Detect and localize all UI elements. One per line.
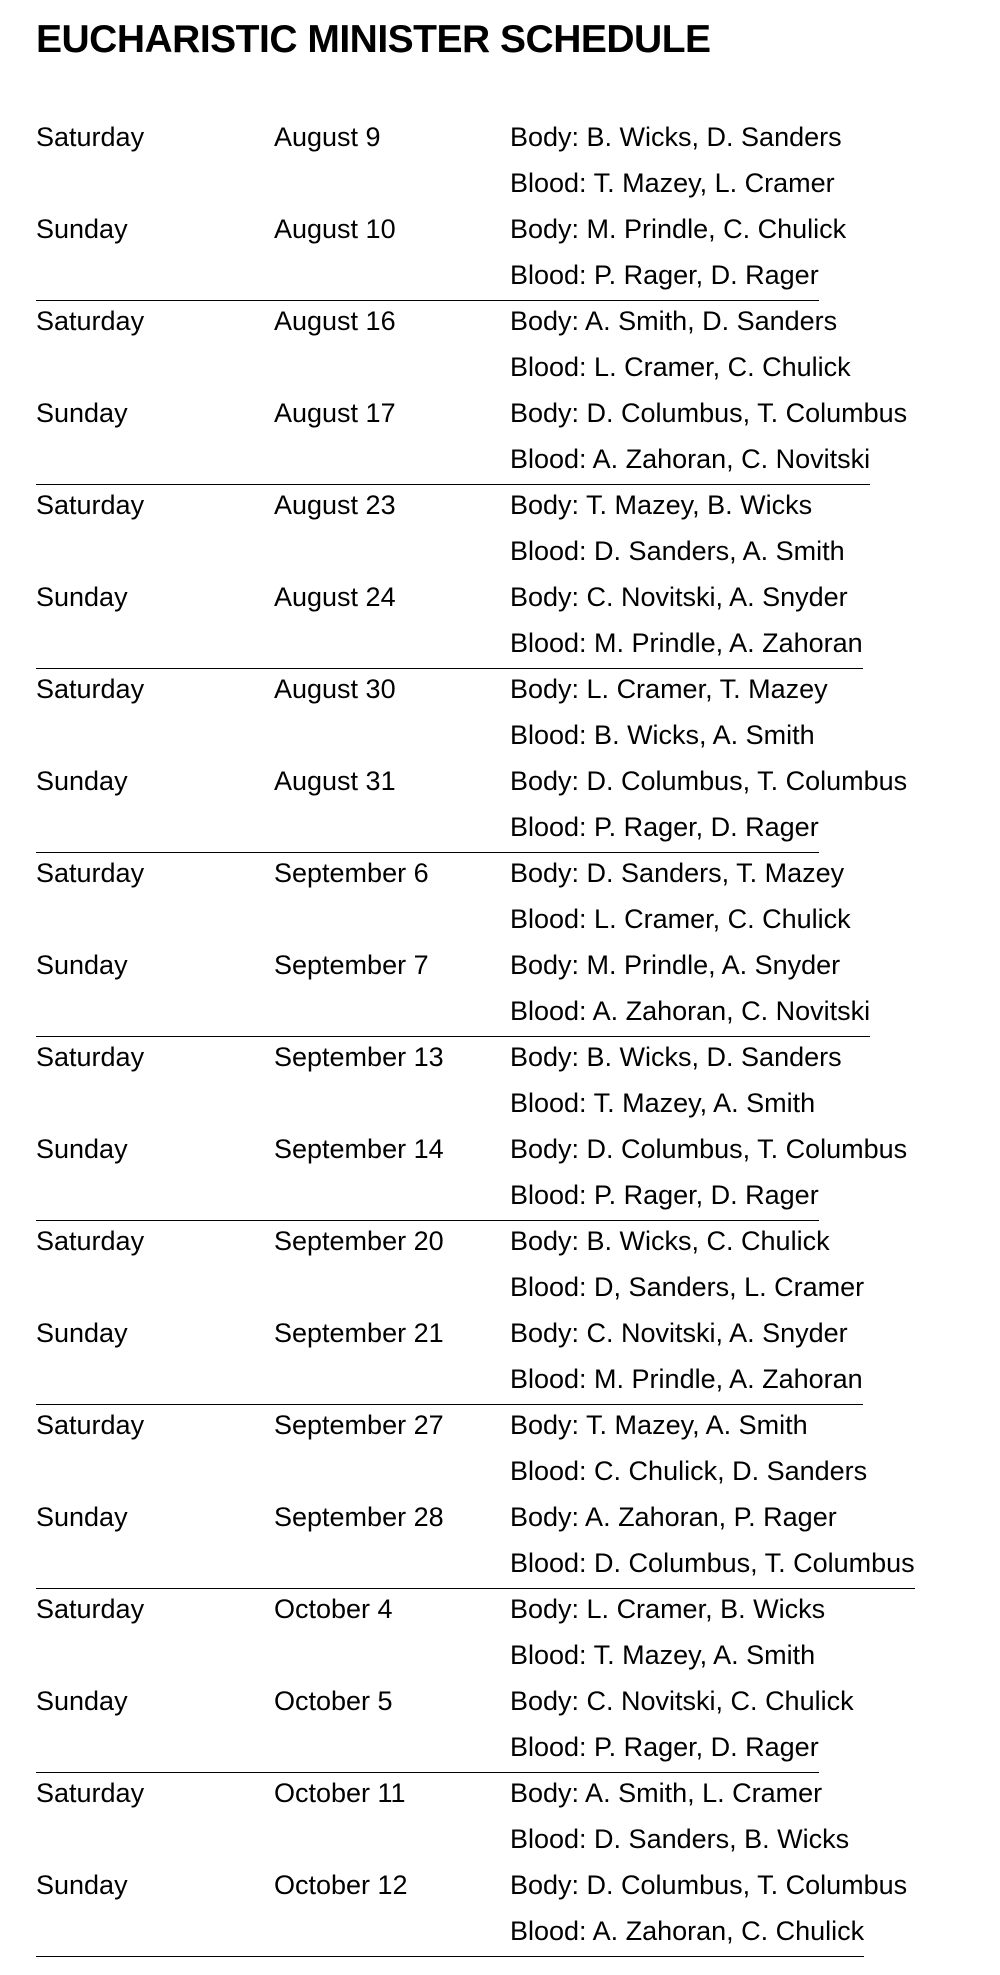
sunday-blood-row — [0, 1360, 1000, 1406]
schedule-week — [0, 1038, 1000, 1222]
day-label: Sunday — [36, 582, 128, 612]
sunday-body-row — [0, 578, 1000, 624]
saturday-body-row — [0, 1038, 1000, 1084]
saturday-body-row — [0, 1590, 1000, 1636]
body-ministers: Body: B. Wicks, D. Sanders — [510, 1042, 842, 1072]
day-label: Sunday — [36, 950, 128, 980]
body-ministers: Body: D. Columbus, T. Columbus — [510, 766, 908, 796]
day-label: Saturday — [36, 858, 145, 888]
sunday-blood-row — [0, 1912, 1000, 1958]
schedule-week — [0, 302, 1000, 486]
body-ministers: Body: M. Prindle, C. Chulick — [510, 214, 847, 244]
body-ministers: Body: C. Novitski, A. Snyder — [510, 582, 848, 612]
saturday-blood-row — [0, 1452, 1000, 1498]
saturday-blood-row — [0, 900, 1000, 946]
date-label: October 4 — [274, 1594, 393, 1624]
week-divider — [36, 1220, 510, 1221]
blood-underline — [510, 1588, 915, 1589]
blood-ministers: Blood: A. Zahoran, C. Chulick — [510, 1916, 865, 1946]
day-label: Saturday — [36, 674, 145, 704]
day-label: Saturday — [36, 306, 145, 336]
body-ministers: Body: T. Mazey, B. Wicks — [510, 490, 813, 520]
saturday-body-row — [0, 486, 1000, 532]
saturday-body-row — [0, 1774, 1000, 1820]
day-label: Saturday — [36, 490, 145, 520]
saturday-body-row — [0, 302, 1000, 348]
schedule-week — [0, 486, 1000, 670]
date-label: August 23 — [274, 490, 396, 520]
date-label: August 17 — [274, 398, 396, 428]
week-divider — [36, 668, 510, 669]
saturday-blood-row — [0, 532, 1000, 578]
body-ministers: Body: D. Columbus, T. Columbus — [510, 398, 908, 428]
blood-ministers: Blood: L. Cramer, C. Chulick — [510, 352, 851, 382]
blood-ministers: Blood: C. Chulick, D. Sanders — [510, 1456, 868, 1486]
day-label: Saturday — [36, 1226, 145, 1256]
date-label: August 24 — [274, 582, 396, 612]
schedule-week — [0, 670, 1000, 854]
body-ministers: Body: A. Zahoran, P. Rager — [510, 1502, 837, 1532]
date-label: August 31 — [274, 766, 396, 796]
blood-ministers: Blood: M. Prindle, A. Zahoran — [510, 628, 863, 658]
blood-ministers: Blood: B. Wicks, A. Smith — [510, 720, 815, 750]
body-ministers: Body: M. Prindle, A. Snyder — [510, 950, 841, 980]
sunday-body-row — [0, 394, 1000, 440]
day-label: Saturday — [36, 1594, 145, 1624]
sunday-blood-row — [0, 992, 1000, 1038]
sunday-body-row — [0, 1682, 1000, 1728]
date-label: September 6 — [274, 858, 429, 888]
day-label: Sunday — [36, 1870, 128, 1900]
body-ministers: Body: A. Smith, D. Sanders — [510, 306, 838, 336]
body-ministers: Body: L. Cramer, B. Wicks — [510, 1594, 826, 1624]
day-label: Sunday — [36, 1502, 128, 1532]
sunday-blood-row — [0, 440, 1000, 486]
saturday-blood-row — [0, 1268, 1000, 1314]
date-label: September 21 — [274, 1318, 444, 1348]
saturday-blood-row — [0, 1636, 1000, 1682]
sunday-body-row — [0, 210, 1000, 256]
schedule-week — [0, 1406, 1000, 1590]
saturday-blood-row — [0, 348, 1000, 394]
date-label: September 27 — [274, 1410, 444, 1440]
body-ministers: Body: A. Smith, L. Cramer — [510, 1778, 823, 1808]
saturday-body-row — [0, 854, 1000, 900]
sunday-body-row — [0, 762, 1000, 808]
body-ministers: Body: D. Columbus, T. Columbus — [510, 1134, 908, 1164]
blood-underline — [510, 1772, 819, 1773]
sunday-blood-row — [0, 1728, 1000, 1774]
day-label: Sunday — [36, 1686, 128, 1716]
blood-ministers: Blood: D. Sanders, B. Wicks — [510, 1824, 850, 1854]
week-divider — [36, 300, 510, 301]
saturday-blood-row — [0, 716, 1000, 762]
blood-ministers: Blood: T. Mazey, L. Cramer — [510, 168, 835, 198]
day-label: Sunday — [36, 398, 128, 428]
sunday-blood-row — [0, 1176, 1000, 1222]
sunday-blood-row — [0, 256, 1000, 302]
sunday-body-row — [0, 1498, 1000, 1544]
body-ministers: Body: B. Wicks, D. Sanders — [510, 122, 842, 152]
week-divider — [36, 1036, 510, 1037]
blood-ministers: Blood: D, Sanders, L. Cramer — [510, 1272, 865, 1302]
week-divider — [36, 1772, 510, 1773]
week-divider — [36, 484, 510, 485]
saturday-blood-row — [0, 1820, 1000, 1866]
blood-underline — [510, 1404, 863, 1405]
schedule-week — [0, 1590, 1000, 1774]
sunday-body-row — [0, 1866, 1000, 1912]
blood-underline — [510, 1036, 870, 1037]
blood-ministers: Blood: M. Prindle, A. Zahoran — [510, 1364, 863, 1394]
sunday-blood-row — [0, 1544, 1000, 1590]
blood-underline — [510, 484, 870, 485]
sunday-blood-row — [0, 624, 1000, 670]
body-ministers: Body: C. Novitski, A. Snyder — [510, 1318, 848, 1348]
day-label: Saturday — [36, 122, 145, 152]
blood-underline — [510, 668, 863, 669]
sunday-blood-row — [0, 808, 1000, 854]
date-label: August 30 — [274, 674, 396, 704]
body-ministers: Body: D. Columbus, T. Columbus — [510, 1870, 908, 1900]
date-label: October 11 — [274, 1778, 406, 1808]
blood-ministers: Blood: P. Rager, D. Rager — [510, 812, 819, 842]
day-label: Sunday — [36, 1318, 128, 1348]
body-ministers: Body: C. Novitski, C. Chulick — [510, 1686, 854, 1716]
date-label: September 13 — [274, 1042, 444, 1072]
schedule-list — [0, 118, 1000, 1958]
day-label: Saturday — [36, 1410, 145, 1440]
day-label: Saturday — [36, 1042, 145, 1072]
blood-underline — [510, 852, 819, 853]
saturday-body-row — [0, 118, 1000, 164]
date-label: September 14 — [274, 1134, 444, 1164]
body-ministers: Body: D. Sanders, T. Mazey — [510, 858, 845, 888]
blood-underline — [510, 1956, 864, 1957]
schedule-week — [0, 1774, 1000, 1958]
blood-underline — [510, 1220, 819, 1221]
sunday-body-row — [0, 1130, 1000, 1176]
page-title: EUCHARISTIC MINISTER SCHEDULE — [36, 18, 711, 61]
blood-ministers: Blood: L. Cramer, C. Chulick — [510, 904, 851, 934]
blood-ministers: Blood: A. Zahoran, C. Novitski — [510, 444, 871, 474]
schedule-week — [0, 854, 1000, 1038]
blood-ministers: Blood: P. Rager, D. Rager — [510, 1180, 819, 1210]
blood-ministers: Blood: P. Rager, D. Rager — [510, 260, 819, 290]
week-divider — [36, 1588, 510, 1589]
day-label: Sunday — [36, 214, 128, 244]
date-label: October 5 — [274, 1686, 393, 1716]
saturday-body-row — [0, 670, 1000, 716]
date-label: September 7 — [274, 950, 429, 980]
blood-ministers: Blood: P. Rager, D. Rager — [510, 1732, 819, 1762]
blood-ministers: Blood: D. Sanders, A. Smith — [510, 536, 845, 566]
day-label: Sunday — [36, 1134, 128, 1164]
date-label: August 9 — [274, 122, 381, 152]
body-ministers: Body: L. Cramer, T. Mazey — [510, 674, 828, 704]
body-ministers: Body: T. Mazey, A. Smith — [510, 1410, 808, 1440]
day-label: Saturday — [36, 1778, 145, 1808]
week-divider — [36, 1956, 510, 1957]
saturday-blood-row — [0, 1084, 1000, 1130]
blood-ministers: Blood: T. Mazey, A. Smith — [510, 1640, 816, 1670]
date-label: August 16 — [274, 306, 396, 336]
blood-ministers: Blood: A. Zahoran, C. Novitski — [510, 996, 871, 1026]
blood-underline — [510, 300, 819, 301]
date-label: September 28 — [274, 1502, 444, 1532]
date-label: August 10 — [274, 214, 396, 244]
saturday-body-row — [0, 1222, 1000, 1268]
date-label: October 12 — [274, 1870, 408, 1900]
schedule-week — [0, 118, 1000, 302]
sunday-body-row — [0, 1314, 1000, 1360]
body-ministers: Body: B. Wicks, C. Chulick — [510, 1226, 830, 1256]
saturday-blood-row — [0, 164, 1000, 210]
blood-ministers: Blood: T. Mazey, A. Smith — [510, 1088, 816, 1118]
saturday-body-row — [0, 1406, 1000, 1452]
day-label: Sunday — [36, 766, 128, 796]
schedule-week — [0, 1222, 1000, 1406]
week-divider — [36, 852, 510, 853]
week-divider — [36, 1404, 510, 1405]
date-label: September 20 — [274, 1226, 444, 1256]
blood-ministers: Blood: D. Columbus, T. Columbus — [510, 1548, 915, 1578]
sunday-body-row — [0, 946, 1000, 992]
